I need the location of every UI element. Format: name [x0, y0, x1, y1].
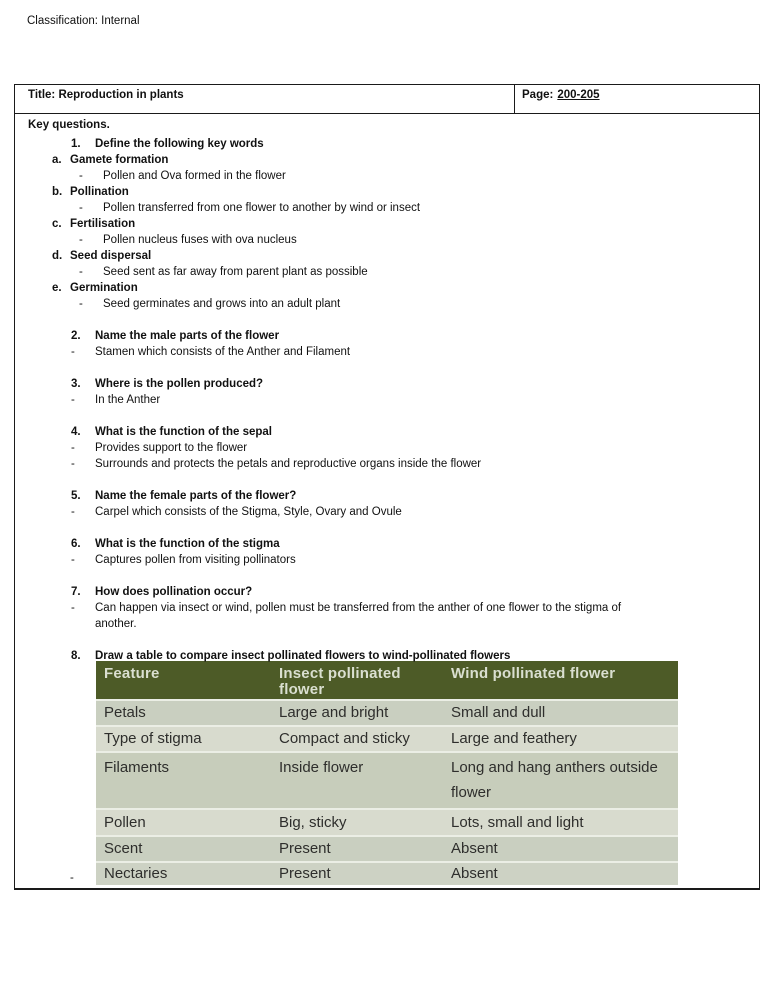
definition-b-answer — [79, 200, 747, 216]
question-number: 2. — [71, 330, 81, 342]
answer-text: In the Anther — [95, 394, 161, 406]
answer-text: Stamen which consists of the Anther and Filament — [95, 346, 351, 358]
question-line — [71, 424, 747, 440]
answer-text: Seed germinates and grows into an adult plant — [103, 298, 341, 310]
definition-c-answer — [79, 232, 747, 248]
cell-insect: Present — [271, 835, 443, 861]
page-value: 200-205 — [557, 89, 600, 101]
definition-term: Fertilisation — [70, 218, 136, 230]
cell-feature: Pollen — [96, 808, 271, 835]
answer-dash: - — [79, 234, 83, 246]
answer-line — [71, 456, 747, 472]
document-title: Title: Reproduction in plants — [15, 85, 515, 113]
question-text: How does pollination occur? — [95, 586, 253, 598]
cell-insect: Compact and sticky — [271, 725, 443, 751]
question-number: 3. — [71, 378, 81, 390]
answer-text: Pollen transferred from one flower to another by wind or insect — [103, 202, 421, 214]
key-questions-heading: Key questions. — [28, 119, 110, 131]
classification-label: Classification: Internal — [27, 15, 140, 27]
definition-c — [52, 216, 747, 232]
definition-a-answer — [79, 168, 747, 184]
answer-text: Pollen nucleus fuses with ova nucleus — [103, 234, 297, 246]
question-5 — [28, 488, 747, 520]
worksheet-box — [14, 84, 760, 890]
cell-wind: Long and hang anthers outside flower — [443, 751, 678, 808]
answer-text: Pollen and Ova formed in the flower — [103, 170, 286, 182]
question-6 — [28, 536, 747, 568]
definition-marker: d. — [52, 250, 63, 262]
question-number: 5. — [71, 490, 81, 502]
header-insect-pollinated: Insect pollinated flower — [271, 661, 443, 699]
answer-dash: - — [71, 394, 75, 406]
cell-wind: Absent — [443, 835, 678, 861]
definition-marker: c. — [52, 218, 62, 230]
question-3 — [28, 376, 747, 408]
definition-marker: b. — [52, 186, 63, 198]
question-text: Define the following key words — [95, 138, 264, 150]
cell-feature: Filaments — [96, 751, 271, 808]
cell-feature: Type of stigma — [96, 725, 271, 751]
definition-a — [52, 152, 747, 168]
comparison-table — [96, 661, 678, 885]
cell-insect: Big, sticky — [271, 808, 443, 835]
answer-dash: - — [71, 506, 75, 518]
definition-term: Seed dispersal — [70, 250, 152, 262]
answer-line — [71, 392, 747, 408]
answer-text: Carpel which consists of the Stigma, Style, Ovary and Ovule — [95, 506, 402, 518]
answer-line — [71, 504, 747, 520]
answer-text: Surrounds and protects the petals and reproductive organs inside the flower — [95, 458, 482, 470]
question-line — [71, 376, 747, 392]
question-4 — [28, 424, 747, 472]
table-row-filaments — [96, 751, 678, 808]
table-row-pollen — [96, 808, 678, 835]
cell-wind: Small and dull — [443, 699, 678, 725]
header-wind-pollinated: Wind pollinated flower — [443, 661, 678, 699]
definition-e — [52, 280, 747, 296]
answer-text: Seed sent as far away from parent plant as possible — [103, 266, 368, 278]
question-line — [71, 536, 747, 552]
question-number: 6. — [71, 538, 81, 550]
answer-text: Provides support to the flower — [95, 442, 248, 454]
page-label: Page: — [522, 89, 554, 101]
cell-insect: Present — [271, 861, 443, 885]
question-7 — [28, 584, 747, 632]
question-text: Draw a table to compare insect pollinated flowers to wind-pollinated flowers — [95, 650, 511, 662]
definition-term: Pollination — [70, 186, 129, 198]
definition-term: Gamete formation — [70, 154, 169, 166]
question-line — [71, 584, 747, 600]
answer-dash: - — [79, 266, 83, 278]
key-questions-section — [15, 114, 759, 888]
answer-dash: - — [79, 170, 83, 182]
cell-wind: Large and feathery — [443, 725, 678, 751]
answer-text: Can happen via insect or wind, pollen must be transferred from the anther of one flower to the stigma of another. — [95, 602, 622, 630]
trailing-dash-bullet: - — [70, 872, 74, 884]
cell-wind: Absent — [443, 861, 678, 885]
header-feature: Feature — [96, 661, 271, 699]
definition-d-answer — [79, 264, 747, 280]
answer-dash: - — [71, 458, 75, 470]
question-1 — [71, 136, 747, 152]
answer-dash: - — [71, 554, 75, 566]
answer-line — [71, 440, 747, 456]
answer-dash: - — [71, 442, 75, 454]
answer-line — [71, 552, 747, 568]
table-row-stigma — [96, 725, 678, 751]
question-text: What is the function of the stigma — [95, 538, 280, 550]
question-2 — [28, 328, 747, 360]
cell-feature: Petals — [96, 699, 271, 725]
question-text: What is the function of the sepal — [95, 426, 272, 438]
cell-feature: Scent — [96, 835, 271, 861]
question-number: 1. — [71, 138, 81, 150]
table-row-scent — [96, 835, 678, 861]
question-line — [71, 488, 747, 504]
cell-feature: Nectaries — [96, 861, 271, 885]
answer-line — [71, 600, 747, 632]
question-text: Name the male parts of the flower — [95, 330, 280, 342]
page-reference — [515, 85, 759, 113]
definition-marker: a. — [52, 154, 62, 166]
definition-b — [52, 184, 747, 200]
title-row — [15, 85, 759, 114]
question-number: 7. — [71, 586, 81, 598]
question-text: Where is the pollen produced? — [95, 378, 264, 390]
question-text: Name the female parts of the flower? — [95, 490, 297, 502]
question-line — [71, 328, 747, 344]
answer-dash: - — [71, 602, 75, 614]
definition-marker: e. — [52, 282, 62, 294]
table-row-petals — [96, 699, 678, 725]
answer-line — [71, 344, 747, 360]
answer-dash: - — [79, 202, 83, 214]
answer-text: Captures pollen from visiting pollinators — [95, 554, 296, 566]
cell-insect: Inside flower — [271, 751, 443, 808]
table-row-nectaries — [96, 861, 678, 885]
cell-insect: Large and bright — [271, 699, 443, 725]
question-number: 4. — [71, 426, 81, 438]
definition-d — [52, 248, 747, 264]
definition-e-answer — [79, 296, 747, 312]
table-header-row — [96, 661, 678, 699]
cell-wind: Lots, small and light — [443, 808, 678, 835]
answer-dash: - — [79, 298, 83, 310]
question-number: 8. — [71, 650, 81, 662]
answer-dash: - — [71, 346, 75, 358]
definition-term: Germination — [70, 282, 138, 294]
